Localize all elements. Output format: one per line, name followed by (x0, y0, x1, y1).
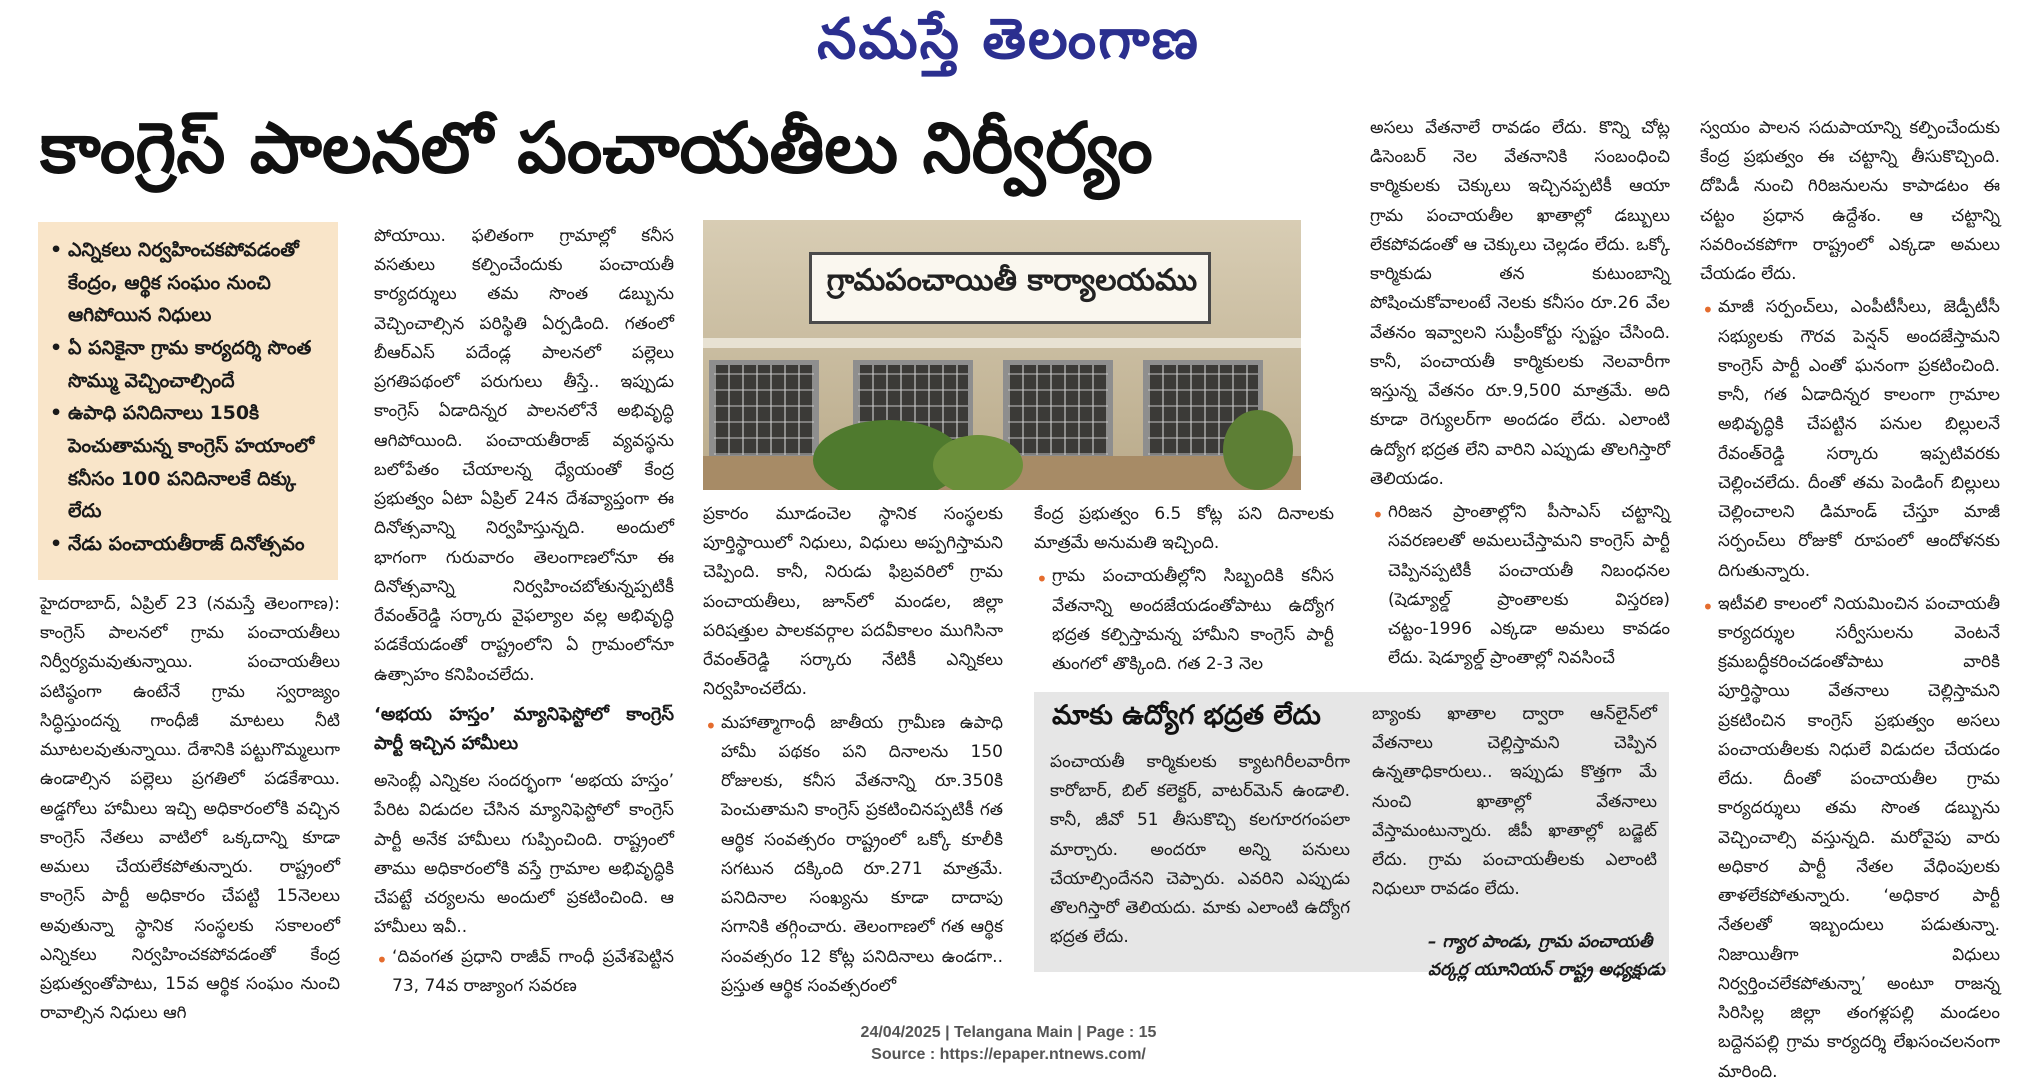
article-paragraph: పోయాయి. ఫలితంగా గ్రామాల్లో కనీస వసతులు కల్పించేందుకు పంచాయతీ కార్యదర్శులు తమ సొంత డబ్బును వెచ్చించాల్సిన పరిస్థితి ఏర్పడింది. గతంలో బీఆర్ఎస్ పదేండ్ల పాలనలో పల్లెలు ప్రగతిపథంలో పరుగులు తీస్తే.. ఇప్పుడు కాంగ్రెస్ ఏడాదిన్నర పాలనలోనే అభివృద్ధి ఆగిపోయింది. పంచాయతీరాజ్ వ్యవస్థను బలోపేతం చేయాలన్న ధ్యేయంతో కేంద్ర ప్రభుత్వం ఏటా ఏప్రిల్ 24న దేశవ్యాప్తంగా ఈ దినోత్సవాన్ని నిర్వహిస్తున్నది. అందులో భాగంగా గురువారం తెలంగాణలోనూ ఈ దినోత్సవాన్ని నిర్వహించబోతున్నప్పటికీ రేవంత్‌రెడ్డి సర్కారు వైఫల్యాల వల్ల అభివృద్ధి పడకేయడంతో రాష్ట్రంలోని ఏ గ్రామంలోనూ ఉత్సాహం కనిపించలేదు. (374, 226, 674, 685)
highlight-item: • నేడు పంచాయతీరాజ్ దినోత్సవం (50, 528, 328, 561)
newspaper-masthead: నమస్తే తెలంగాణ (817, 6, 1200, 72)
sidebar-column-2 (1372, 700, 1657, 905)
article-headline: కాంగ్రెస్ పాలనలో పంచాయతీలు నిర్వీర్యం (40, 107, 1153, 189)
highlight-item: • ఎన్నికలు నిర్వహించకపోవడంతో కేంద్రం, ఆర్థిక సంఘం నుంచి ఆగిపోయిన నిధులు (50, 234, 328, 332)
article-column-3 (703, 500, 1003, 1001)
highlight-item: • ఏ పనికైనా గ్రామ కార్యదర్శి సొంత సొమ్ము వెచ్చించాల్సిందే (50, 332, 328, 397)
highlights-box (38, 222, 338, 580)
sidebar-paragraph: పంచాయతీ కార్మికులకు క్యాటగిరీలవారీగా కారోబార్, బిల్ కలెక్టర్, వాటర్‌మెన్ ఉండాలి. కానీ, జీవో 51 తీసుకొచ్చి కలగూరగంపలా మార్చారు. అందరూ అన్ని పనులు చేయాల్సిందేనని చెప్పారు. ఎవరిని ఎప్పుడు తొలగిస్తారో తెలియదు. మాకు ఎలాంటి ఉద్యోగ భద్రత లేదు. (1050, 752, 1350, 948)
bullet-paragraph: • మహాత్మాగాంధీ జాతీయ గ్రామీణ ఉపాధి హామీ పథకం పని దినాలను 150 రోజులకు, కనీస వేతనాన్ని రూ.350కి పెంచుతామని కాంగ్రెస్ ప్రకటించినప్పటికీ గత ఆర్థిక సంవత్సరం రాష్ట్రంలో ఒక్కో కూలీకి సగటున దక్కింది రూ.271 మాత్రమే. పనిదినాల సంఖ్యను కూడా దాదాపు సగానికి తగ్గించారు. తెలంగాణలో గత ఆర్థిక సంవత్సరం 12 కోట్ల పనిదినాలు ఉండగా.. ప్రస్తుత ఆర్థిక సంవత్సరంలో (703, 709, 1003, 1001)
article-paragraph: కేంద్ర ప్రభుత్వం 6.5 కోట్ల పని దినాలకు మాత్రమే అనుమతి ఇచ్చింది. (1034, 504, 1334, 554)
bullet-paragraph: • ఇటీవలి కాలంలో నియమించిన పంచాయతీ కార్యదర్శుల సర్వీసులను వెంటనే క్రమబద్ధీకరించడంతోపాటు వారికి పూర్తిస్థాయి వేతనాలు చెల్లిస్తామని ప్రకటించిన కాంగ్రెస్ ప్రభుత్వం అసలు పంచాయతీలకు నిధులే విడుదల చేయడం లేదు. దీంతో పంచాయతీల గ్రామ కార్యదర్శులు తమ సొంత డబ్బును వెచ్చించాల్సి వస్తున్నది. మరోవైపు వారు అధికార పార్టీ నేతల వేధింపులకు తాళలేకపోతున్నారు. ‘అధికార పార్టీ నేతలతో ఇబ్బందులు పడుతున్నా. నిజాయితీగా విధులు నిర్వర్తించలేకపోతున్నా’ అంటూ రాజన్న సిరిసిల్ల జిల్లా తంగళ్లపల్లి మండలం బద్దెనపల్లి గ్రామ కార్యదర్శి లేఖసంచలనంగా మారింది. (1700, 590, 2000, 1087)
photo-plant (933, 435, 1023, 490)
credit-role: వర్కర్ల యూనియన్ రాష్ట్ర అధ్యక్షుడు (1428, 960, 1665, 981)
article-column-1 (40, 590, 340, 1029)
photo-window (709, 360, 819, 460)
article-paragraph: అసెంబ్లీ ఎన్నికల సందర్భంగా ‘అభయ హస్తం’ పేరిట విడుదల చేసిన మ్యానిఫెస్టోలో కాంగ్రెస్ పార్టీ అనేక హామీలు గుప్పించింది. రాష్ట్రంలో తాము అధికారంలోకి వస్తే గ్రామాల అభివృద్ధికి చేపట్టే చర్యలను అందులో ప్రకటించింది. ఆ హామీలు ఇవీ.. (374, 771, 674, 938)
footer-edition-info: 24/04/2025 | Telangana Main | Page : 15 (860, 1024, 1157, 1041)
sidebar-column-1 (1050, 748, 1350, 953)
bullet-paragraph: • మాజీ సర్పంచ్‌లు, ఎంపీటీసీలు, జెడ్పీటీసీ సభ్యులకు గౌరవ పెన్షన్ అందజేస్తామని కాంగ్రెస్ పార్టీ ఎంతో ఘనంగా ప్రకటించింది. కానీ, గత ఏడాదిన్నర కాలంగా గ్రామాల అభివృద్ధికి చేపట్టిన పనుల బిల్లులనే రేవంత్‌రెడ్డి సర్కారు ఇప్పటివరకు చెల్లించలేదు. దీంతో తమ పెండింగ్ బిల్లులు చెల్లించాలని డిమాండ్ చేస్తూ మాజీ సర్పంచ్‌లు రోజుకో రూపంలో ఆందోళనకు దిగుతున్నారు. (1700, 293, 2000, 585)
highlight-item: • ఉపాధి పనిదినాలు 150కి పెంచుతామన్న కాంగ్రెస్ హయాంలో కనీసం 100 పనిదినాలకే దిక్కు లేదు (50, 397, 328, 528)
article-column-2 (374, 222, 674, 1001)
footer-source-link[interactable]: Source : https://epaper.ntnews.com/ (871, 1046, 1146, 1063)
page-footer (0, 1022, 2017, 1066)
credit-name: – గ్యార పాండు, గ్రామ పంచాయతీ (1428, 932, 1653, 952)
article-paragraph: అసలు వేతనాలే రావడం లేదు. కొన్ని చోట్ల డిసెంబర్ నెల వేతనానికి సంబంధించి కార్మికులకు చెక్కులు ఇచ్చినప్పటికీ ఆయా గ్రామ పంచాయతీల ఖాతాల్లో డబ్బులు లేకపోవడంతో ఆ చెక్కులు చెల్లడం లేదు. ఒక్కో కార్మికుడు తన కుటుంబాన్ని పోషించుకోవాలంటే నెలకు కనీసం రూ.26 వేల వేతనం ఇవ్వాలని సుప్రీంకోర్టు స్పష్టం చేసింది. కానీ, పంచాయతీ కార్మికులకు నెలవారీగా ఇస్తున్న వేతనం రూ.9,500 మాత్రమే. అది కూడా రెగ్యులర్‌గా అందడం లేదు. ఎలాంటి ఉద్యోగ భద్రత లేని వారిని ఎప్పుడు తొలగిస్తారో తెలియడం. (1370, 118, 1670, 489)
section-subhead: ‘అభయ హస్తం’ మ్యానిఫెస్టోలో కాంగ్రెస్ పార్టీ ఇచ్చిన హామీలు (374, 703, 674, 755)
article-photo (703, 220, 1301, 490)
signboard-text: గ్రామపంచాయితీ కార్యాలయము (826, 263, 1198, 298)
photo-door (1003, 360, 1113, 460)
sidebar-paragraph: బ్యాంకు ఖాతాల ద్వారా ఆన్‌లైన్‌లో వేతనాలు చెల్లిస్తామని చెప్పిన ఉన్నతాధికారులు.. ఇప్పుడు కొత్తగా మే నుంచి ఖాతాల్లో వేతనాలు వేస్తామంటున్నారు. జీపీ ఖాతాల్లో బడ్జెట్ లేదు. గ్రామ పంచాయతీలకు ఎలాంటి నిధులూ రావడం లేదు. (1372, 704, 1657, 900)
photo-office-signboard (809, 252, 1211, 324)
sidebar-credit (1428, 928, 1665, 984)
photo-plant (1223, 410, 1293, 490)
article-column-5 (1370, 114, 1670, 673)
bullet-paragraph: • ‘దివంగత ప్రధాని రాజీవ్ గాంధీ ప్రవేశపెట్టిన 73, 74వ రాజ్యాంగ సవరణ (374, 943, 674, 1001)
sidebar-title: మాకు ఉద్యోగ భద్రత లేదు (1052, 700, 1321, 731)
article-paragraph: హైదరాబాద్, ఏప్రిల్ 23 (నమస్తే తెలంగాణ): కాంగ్రెస్ పాలనలో గ్రామ పంచాయతీలు నిర్వీర్యమవుతున్నాయి. పంచాయతీలు పటిష్ఠంగా ఉంటేనే గ్రామ స్వరాజ్యం సిద్ధిస్తుందన్న గాంధీజీ మాటలు నీటి మూటలవుతున్నాయి. దేశానికి పట్టుగొమ్మలుగా ఉండాల్సిన పల్లెలు ప్రగతిలో పడకేశాయి. అడ్డగోలు హామీలు ఇచ్చి అధికారంలోకి వచ్చిన కాంగ్రెస్ నేతలు వాటిలో ఒక్కదాన్ని కూడా అమలు చేయలేకపోతున్నారు. రాష్ట్రంలో కాంగ్రెస్ పార్టీ అధికారం చేపట్టి 15నెలలు అవుతున్నా స్థానిక సంస్థలకు సకాలంలో ఎన్నికలు నిర్వహించకపోవడంతో కేంద్ర ప్రభుత్వంతోపాటు, 15వ ఆర్థిక సంఘం నుంచి రావాల్సిన నిధులు ఆగి (40, 594, 340, 1024)
bullet-paragraph: • గిరిజన ప్రాంతాల్లోని పీసాఎస్ చట్టాన్ని సవరణలతో అమలుచేస్తామని కాంగ్రెస్ పార్టీ చెప్పినప్పటికీ పంచాయతీ నిబంధనల (షెడ్యూల్డ్ ప్రాంతాలకు విస్తరణ) చట్టం-1996 ఎక్కడా అమలు కావడం లేదు. షెడ్యూల్డ్ ప్రాంతాల్లో నివసించే (1370, 498, 1670, 673)
highlights-list (38, 222, 338, 561)
article-paragraph: స్వయం పాలన సదుపాయాన్ని కల్పించేందుకు కేంద్ర ప్రభుత్వం ఈ చట్టాన్ని తీసుకొచ్చింది. దోపిడీ నుంచి గిరిజనులను కాపాడటం ఈ చట్టం ప్రధాన ఉద్దేశం. ఆ చట్టాన్ని సవరించకపోగా రాష్ట్రంలో ఎక్కడా అమలు చేయడం లేదు. (1700, 118, 2000, 285)
photo-awning (703, 338, 1301, 348)
article-paragraph: ప్రకారం మూడంచెల స్థానిక సంస్థలకు పూర్తిస్థాయిలో నిధులు, విధులు అప్పగిస్తామని చెప్పింది. కానీ, నిరుడు ఫిబ్రవరిలో గ్రామ పంచాయతీలు, జూన్‌లో మండల, జిల్లా పరిషత్తుల పాలకవర్గాల పదవీకాలం ముగిసినా రేవంత్‌రెడ్డి సర్కారు నేటికీ ఎన్నికలు నిర్వహించలేదు. (703, 504, 1003, 700)
article-column-4 (1034, 500, 1334, 679)
bullet-paragraph: • గ్రామ పంచాయతీల్లోని సిబ్బందికి కనీస వేతనాన్ని అందజేయడంతోపాటు ఉద్యోగ భద్రత కల్పిస్తామన్న హామీని కాంగ్రెస్ పార్టీ తుంగలో తొక్కింది. గత 2-3 నెల (1034, 562, 1334, 679)
article-column-6 (1700, 114, 2000, 1087)
